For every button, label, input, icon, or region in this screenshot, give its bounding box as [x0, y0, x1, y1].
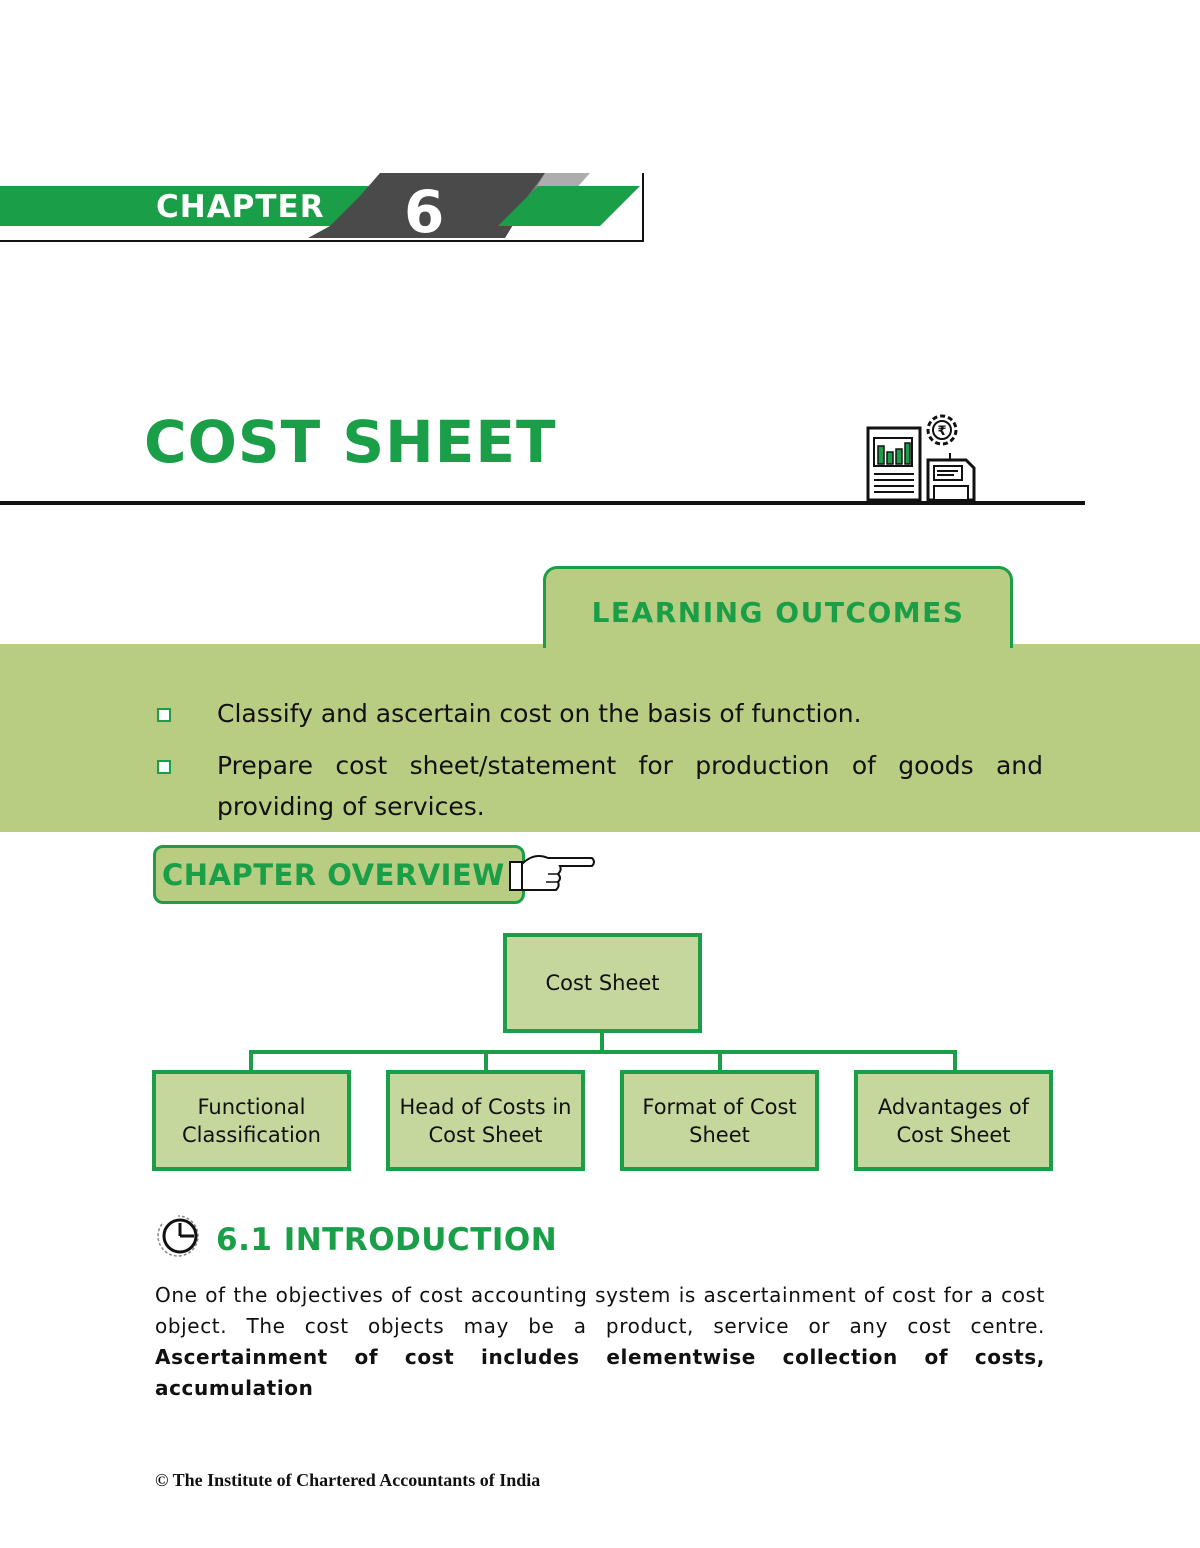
paragraph-text: One of the objectives of cost accounting system is ascertainment of cost for a cost object. The cost objects may be a product, service or any cost centre.: [155, 1283, 1045, 1338]
node-label-line: Advantages of: [877, 1094, 1030, 1119]
overview-root-node: [503, 933, 702, 1033]
report-and-rupee-gear-icon: [862, 408, 980, 506]
checkbox-bullet-icon: [157, 760, 171, 774]
checkbox-bullet-icon: [157, 708, 171, 722]
node-label-line: Format of Cost: [642, 1094, 797, 1119]
overview-node-functional-classification: [152, 1070, 351, 1171]
chapter-overview-label: CHAPTER OVERVIEW: [162, 858, 505, 892]
learning-outcome-item-continued: providing of services.: [217, 792, 485, 821]
svg-text:₹: ₹: [937, 424, 947, 439]
node-label-line: Cost Sheet: [896, 1122, 1011, 1147]
learning-outcomes-label: LEARNING OUTCOMES: [591, 596, 965, 629]
node-label-line: Classification: [182, 1122, 321, 1147]
node-label-line: Cost Sheet: [428, 1122, 543, 1147]
section-heading: 6.1 INTRODUCTION: [216, 1222, 558, 1258]
chapter-label: CHAPTER: [156, 189, 325, 225]
overview-node-head-of-costs: [386, 1070, 585, 1171]
pointing-hand-icon: [508, 848, 598, 900]
learning-outcomes-panel: [0, 644, 1200, 832]
overview-root-label: Cost Sheet: [545, 971, 660, 995]
node-label-line: Functional: [197, 1094, 306, 1119]
overview-node-format-of-cost-sheet: [620, 1070, 819, 1171]
chapter-number: 6: [404, 178, 445, 246]
footer-copyright: © The Institute of Chartered Accountants of India: [155, 1470, 541, 1490]
page-title: COST SHEET: [144, 408, 557, 476]
node-label-line: Sheet: [689, 1122, 750, 1147]
paragraph-bold-text: Ascertainment of cost includes elementwise collection of costs, accumulation: [155, 1345, 1045, 1400]
learning-outcome-item: Prepare cost sheet/statement for production of goods and: [217, 751, 1043, 780]
introduction-paragraph: [155, 1280, 1045, 1404]
overview-node-advantages-of-cost-sheet: [854, 1070, 1053, 1171]
learning-outcome-item: Classify and ascertain cost on the basis of function.: [217, 699, 862, 728]
node-label-line: Head of Costs in: [399, 1094, 572, 1119]
clock-icon: [152, 1210, 212, 1258]
